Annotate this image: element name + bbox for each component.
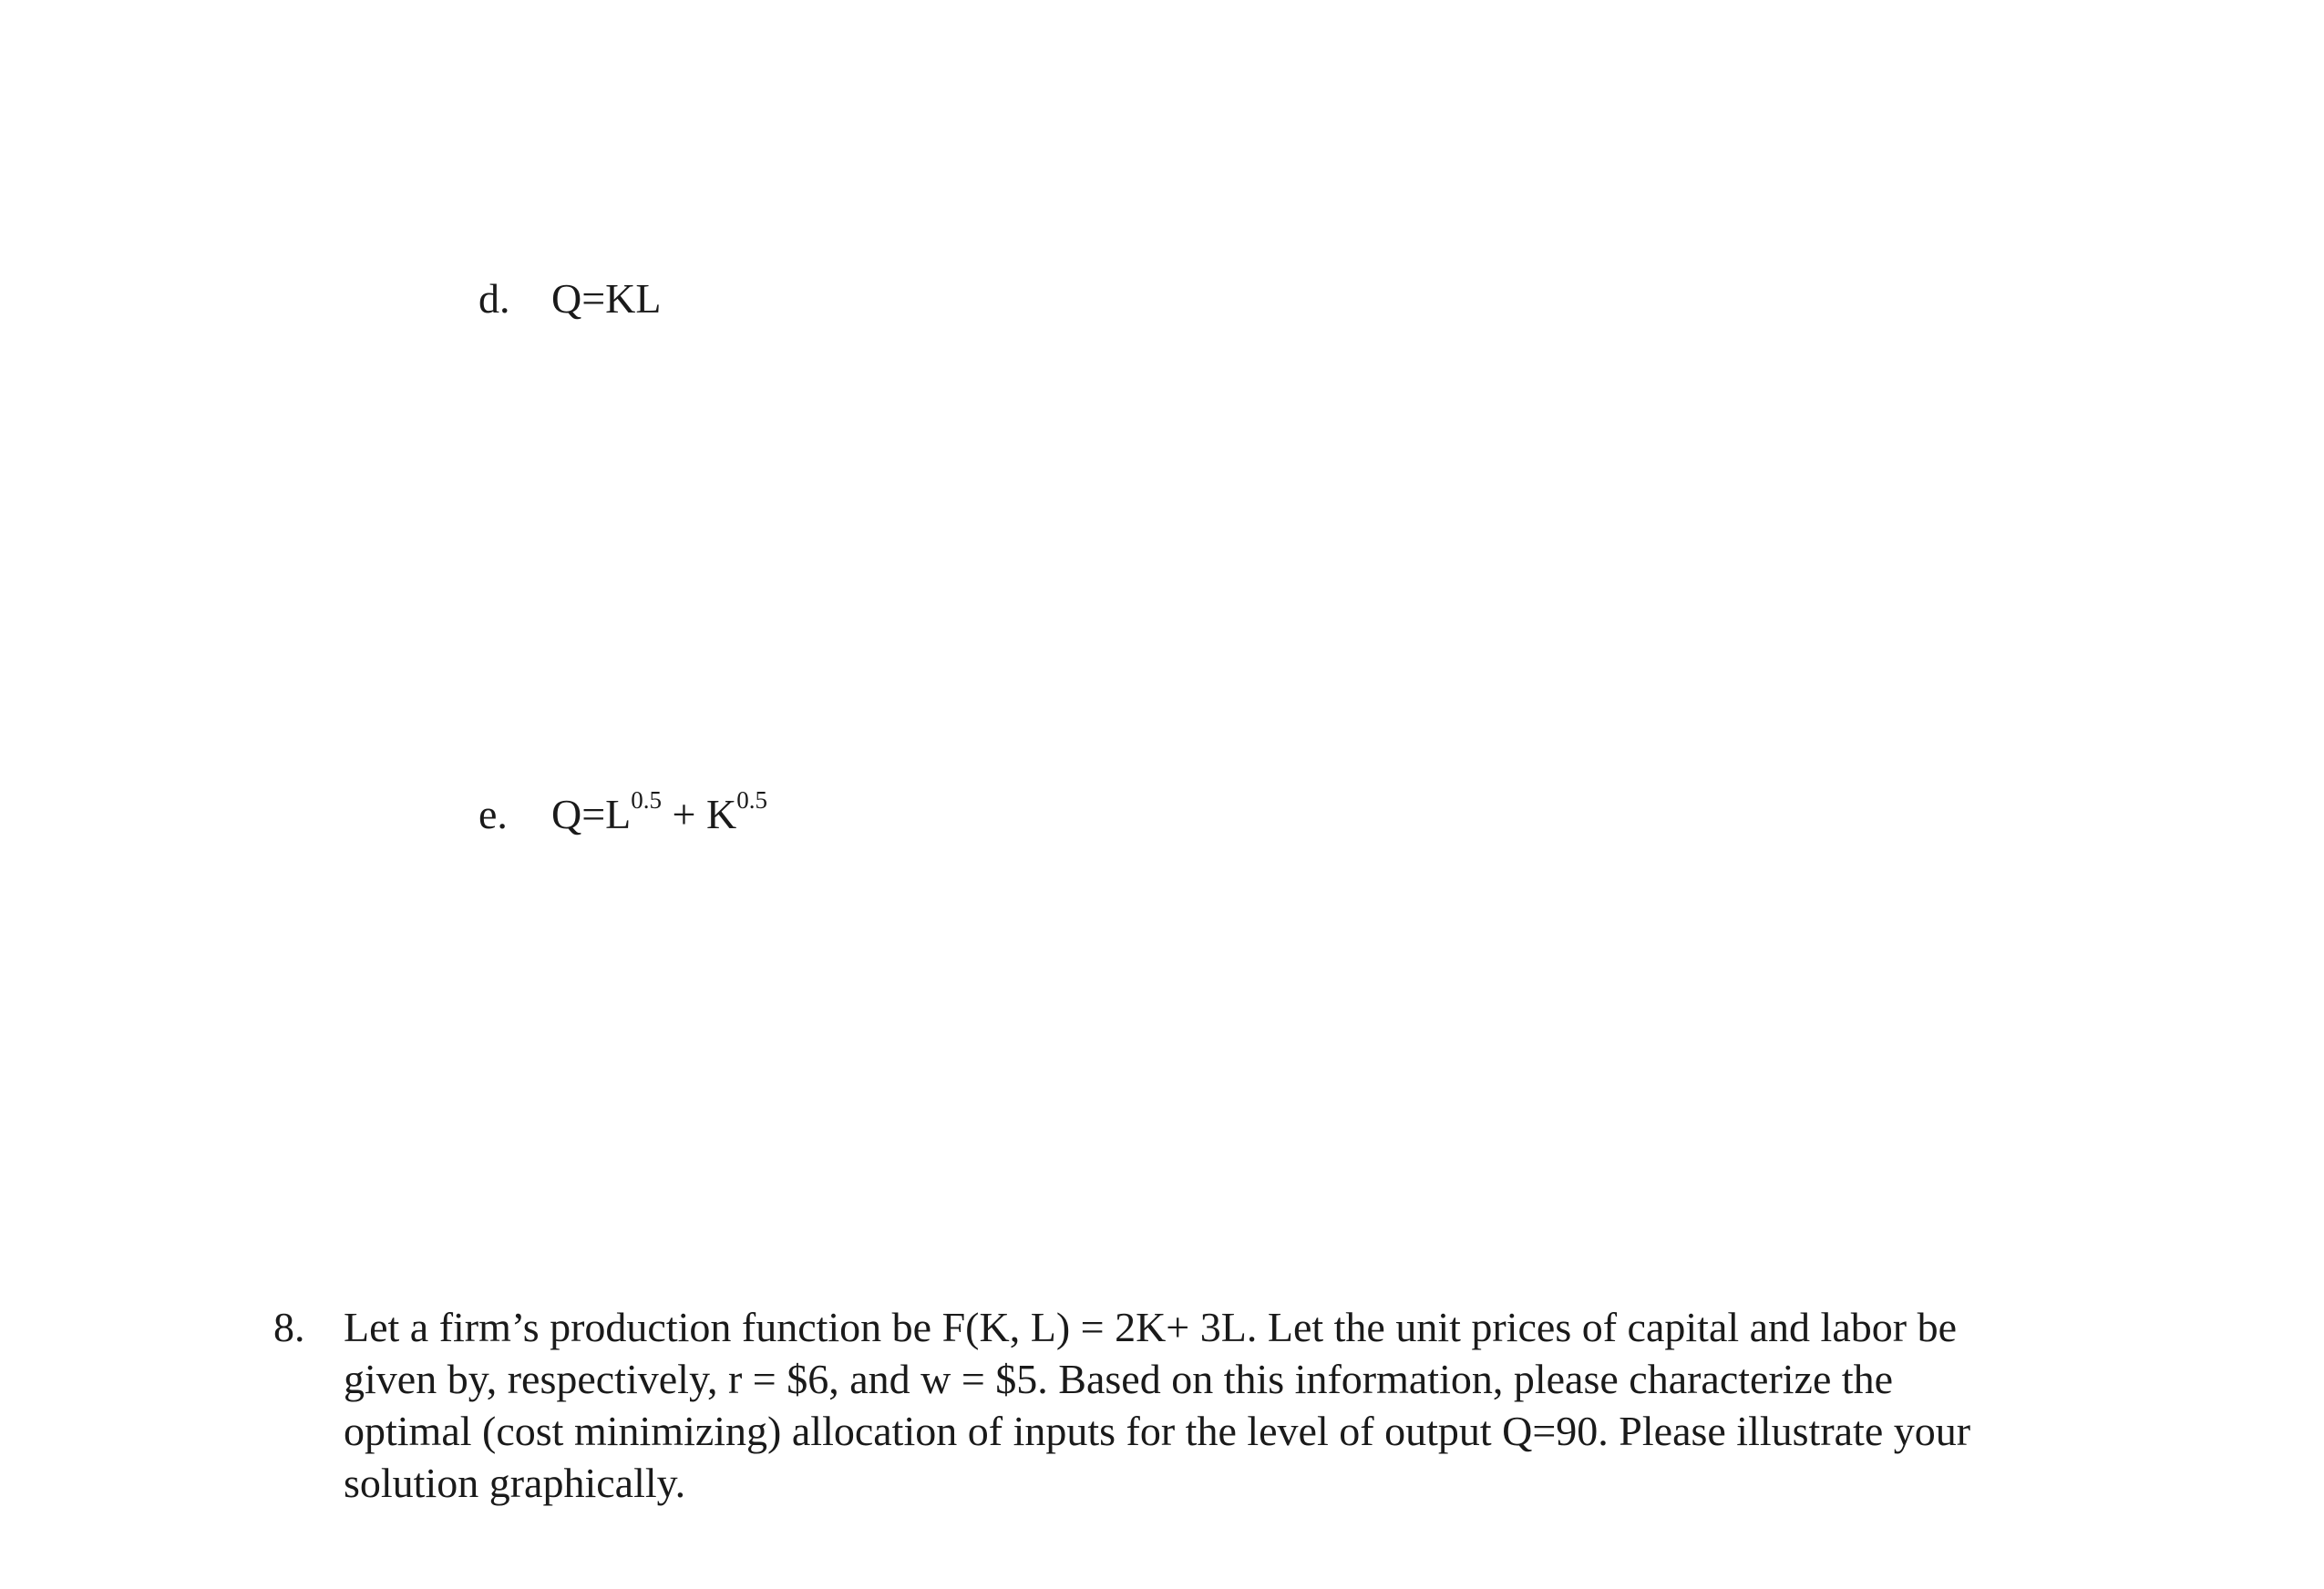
subitem-d — [478, 273, 661, 324]
question-8-line: Let a firm’s production function be F(K, L) = 2K+ 3L. Let the unit prices of capital and labor be — [344, 1304, 1957, 1350]
question-8-line: optimal (cost minimizing) allocation of inputs for the level of output Q=90. Please illustrate your — [344, 1408, 1971, 1454]
question-8-text — [344, 1301, 1984, 1509]
subitem-e-exponent-k: 0.5 — [736, 785, 767, 814]
subitem-e-formula-base-l: Q=L — [551, 791, 632, 837]
subitem-e-marker: e. — [478, 791, 508, 837]
question-8-line: given by, respectively, r = $6, and w = $5. Based on this information, please characterize the — [344, 1356, 1894, 1402]
question-8-line: solution graphically. — [344, 1460, 686, 1506]
subitem-e — [478, 785, 767, 840]
subitem-e-formula-plus-k: + K — [662, 791, 737, 837]
subitem-d-marker: d. — [478, 275, 510, 322]
question-8-number: 8. — [273, 1304, 305, 1350]
subitem-d-formula: Q=KL — [551, 275, 662, 322]
subitem-e-exponent-l: 0.5 — [631, 785, 663, 814]
